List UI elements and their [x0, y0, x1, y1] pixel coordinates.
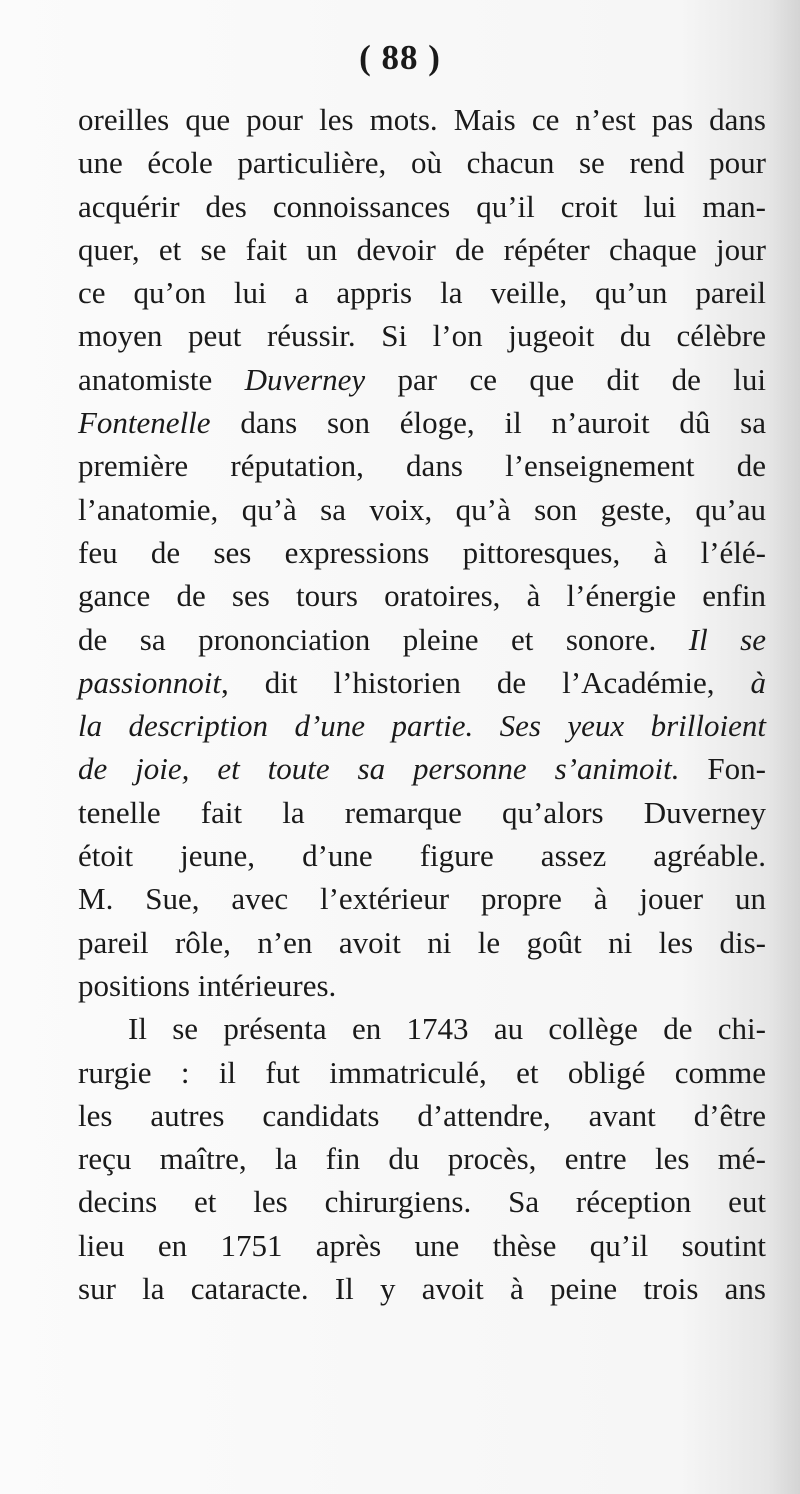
italic-text: à	[750, 664, 766, 700]
italic-text: la description d’une partie. Ses yeux brilloient	[78, 708, 766, 744]
text-segment: quer, et se fait un devoir de répéter chaque jour	[78, 231, 766, 267]
text-line	[78, 271, 766, 314]
text-line	[78, 401, 766, 444]
text-line	[78, 1224, 766, 1267]
text-line	[78, 228, 766, 271]
text-line	[78, 531, 766, 574]
text-segment: M. Sue, avec l’extérieur propre à jouer un	[78, 881, 766, 917]
text-segment: moyen peut réussir. Si l’on jugeoit du célèbre	[78, 318, 766, 354]
text-segment: rurgie : il fut immatriculé, et obligé comme	[78, 1054, 766, 1090]
text-line	[78, 964, 766, 1007]
text-line	[78, 314, 766, 357]
text-line	[78, 488, 766, 531]
text-segment: par ce que dit de lui	[365, 361, 766, 397]
text-line	[78, 877, 766, 920]
italic-text: Il se	[688, 621, 767, 657]
text-line	[78, 185, 766, 228]
text-segment: pareil rôle, n’en avoit ni le goût ni les dis-	[78, 924, 766, 960]
text-line	[78, 1180, 766, 1223]
text-segment: étoit jeune, d’une figure assez agréable.	[78, 838, 766, 874]
text-segment: acquérir des connoissances qu’il croit lui man-	[78, 188, 766, 224]
text-segment: tenelle fait la remarque qu’alors Duverney	[78, 794, 766, 830]
text-segment: , dit l’historien de l’Académie,	[220, 664, 751, 700]
text-line	[78, 618, 766, 661]
italic-text: Fontenelle	[78, 405, 211, 441]
text-line	[78, 1051, 766, 1094]
text-segment: oreilles que pour les mots. Mais ce n’est pas dans	[78, 102, 766, 137]
text-segment: l’anatomie, qu’à sa voix, qu’à son geste, qu’au	[78, 491, 766, 527]
text-segment: dans son éloge, il n’auroit dû sa	[210, 405, 766, 441]
italic-text: de joie, et toute sa personne s’animoit.	[78, 751, 680, 787]
text-line	[78, 747, 766, 790]
text-line	[78, 358, 766, 401]
italic-text: passionnoit	[78, 664, 221, 700]
text-segment: decins et les chirurgiens. Sa réception eut	[78, 1184, 766, 1220]
text-line	[78, 834, 766, 877]
text-segment: Fon-	[679, 751, 766, 787]
text-line	[78, 1007, 766, 1050]
text-line	[78, 1267, 766, 1310]
text-line	[78, 444, 766, 487]
text-segment: feu de ses expressions pittoresques, à l’élé-	[78, 534, 766, 570]
text-segment: reçu maître, la fin du procès, entre les mé-	[78, 1141, 766, 1177]
page-number: ( 88 )	[359, 38, 441, 77]
text-segment: lieu en 1751 après une thèse qu’il soutint	[78, 1227, 766, 1263]
text-line	[78, 661, 766, 704]
text-segment: sur la cataracte. Il y avoit à peine trois ans	[78, 1271, 766, 1307]
text-line	[78, 1094, 766, 1137]
text-segment: une école particulière, où chacun se rend pour	[78, 145, 766, 181]
text-line	[78, 921, 766, 964]
text-segment: Il se présenta en 1743 au collège de chi-	[128, 1011, 766, 1047]
text-segment: de sa prononciation pleine et sonore.	[78, 621, 689, 657]
text-segment: ce qu’on lui a appris la veille, qu’un pareil	[78, 275, 766, 311]
text-line	[78, 98, 766, 141]
text-segment: première réputation, dans l’enseignement de	[78, 448, 766, 484]
text-line	[78, 704, 766, 747]
text-segment: les autres candidats d’attendre, avant d’être	[78, 1097, 766, 1133]
text-segment: anatomiste	[78, 361, 245, 397]
text-line	[78, 1137, 766, 1180]
text-line	[78, 791, 766, 834]
text-line	[78, 574, 766, 617]
italic-text: Duverney	[244, 361, 366, 397]
text-line	[78, 141, 766, 184]
body-text	[78, 98, 766, 1310]
text-segment: positions intérieures.	[78, 967, 337, 1003]
text-segment: gance de ses tours oratoires, à l’énergie enfin	[78, 578, 766, 614]
